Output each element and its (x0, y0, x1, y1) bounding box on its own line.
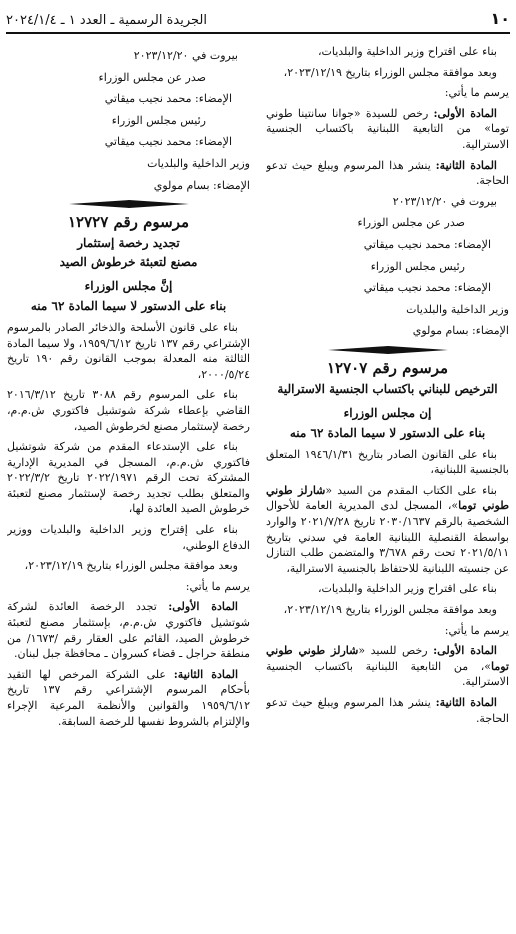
issue-date: بيروت في ٢٠٢٣/١٢/٢٠ (392, 194, 497, 208)
paragraph: بناء على قانون الأسلحة والذخائر الصادر بالمرسوم الإشتراعي رقم ١٣٧ تاريخ ١٩٥٩/٦/١٢، ولا سيما المادة الثالثة منه المعدلة بموجب القانون رقم ١٩٠ تاريخ ٢٠٠٠/٥/٢٤، (7, 320, 250, 381)
section-divider (328, 345, 448, 355)
paragraph: وبعد موافقة مجلس الوزراء بتاريخ ٢٠٢٣/١٢/١٩، (283, 603, 497, 617)
paragraph: بناء على إقتراح وزير الداخلية والبلديات ووزير الدفاع الوطني، (7, 523, 250, 552)
article-1 (266, 643, 509, 690)
constitution-heading: بناء على الدستور لا سيما المادة ٦٢ منه (30, 299, 227, 314)
text-span: رخص للسيد « (358, 644, 434, 658)
right-column (266, 44, 509, 926)
page-number: ١٠ (490, 9, 510, 28)
page-header (6, 4, 510, 28)
paragraph: بناء على الإستدعاء المقدم من شركة شوتشيل فاكتوري ش.م.م، المسجل في المديرية الإدارية المشتركة تحت الرقم ٢٠٢٢/١٩٧١ تاريخ ٢٠٢٢/٣/٢ والمتعلق بطلب تجديد رخصة لإستثمار مصنع لتعبئة خرطوش الصيد العائدة لها، (7, 440, 250, 516)
decree-title: الترخيص للبناني باكتساب الجنسية الاسترالية (277, 381, 498, 396)
text-span: »، المسجل لدى المديرية العامة للأحوال الشخصية بالرقم ٢٠٣٠/١٦٣٧ تاريخ ٢٠٢١/٧/٢٨ والوارد بواسطة القنصلية اللبنانية العامة في سدني بتاريخ ٢٠٢١/٥/١١ تحت رقم ٣/٦٧٨ والمتضمن طلب التنازل عن جنسيته اللبنانية للاحتفاظ بالجنسية الاسترالية، (266, 499, 509, 575)
signature: الإمضاء: محمد نجيب ميقاتي (363, 281, 491, 295)
person-name: شارلز طوني طوني توما (266, 483, 509, 513)
role-title: رئيس مجلس الوزراء (111, 113, 206, 127)
article-label: المادة الثانية: (173, 667, 238, 681)
decree-number: مرسوم رقم ١٢٧٢٧ (67, 213, 190, 232)
paragraph: وبعد موافقة مجلس الوزراء بتاريخ ٢٠٢٣/١٢/١٩، (283, 65, 497, 79)
signature: الإمضاء: محمد نجيب ميقاتي (104, 135, 232, 149)
paragraph (266, 483, 509, 577)
header-rule (6, 32, 510, 34)
signature: الإمضاء: محمد نجيب ميقاتي (104, 92, 232, 106)
paragraph: بناء على اقتراح وزير الداخلية والبلديات، (317, 45, 497, 58)
role-title: وزير الداخلية والبلديات (406, 302, 509, 316)
left-column (7, 44, 250, 926)
article-text: ينشر هذا المرسوم ويبلغ حيث تدعو الحاجة. (266, 158, 509, 188)
article-text: تجدد الرخصة العائدة لشركة شوتشيل فاكتوري ش.م.م، بإستثمار مصنع لتعبئة خرطوش الصيد، القائم على العقار رقم /١٦٧٣/ من منطقة حراجل ـ قضاء كسروان ـ محافظة جبل لبنان. (7, 600, 250, 661)
gazette-title: الجريدة الرسمية ـ العدد ١ ـ ٢٠٢٤/١/٤ (6, 13, 207, 28)
article-text: على الشركة المرخص لها التقيد بأحكام المرسوم الإشتراعي رقم ١٣٧ تاريخ ١٩٥٩/٦/١٢ والقوانين والأنظمة المرعية الإجراء والإلتزام بالشروط نفسها للرخصة السابقة. (7, 667, 250, 728)
paragraph: يرسم ما يأتي: (444, 623, 509, 637)
signature: الإمضاء: محمد نجيب ميقاتي (363, 237, 491, 251)
decree-title: مصنع لتعبئة خرطوش الصيد (59, 254, 198, 269)
article-1 (266, 106, 509, 153)
paragraph: يرسم ما يأتي: (185, 579, 250, 593)
text-span: بناء على الكتاب المقدم من السيد « (325, 483, 497, 497)
paragraph: يرسم ما يأتي: (444, 86, 509, 100)
council-heading: إن مجلس الوزراء (343, 405, 432, 420)
article-label: المادة الأولى: (168, 600, 238, 614)
paragraph: بناء على القانون الصادر بتاريخ ١٩٤٦/١/٣١ المتعلق بالجنسية اللبنانية، (266, 447, 509, 477)
paragraph: وبعد موافقة مجلس الوزراء بتاريخ ٢٠٢٣/١٢/١٩، (24, 559, 238, 573)
section-divider (69, 199, 189, 209)
constitution-heading: بناء على الدستور لا سيما المادة ٦٢ منه (289, 426, 486, 441)
article-label: المادة الثانية: (435, 158, 497, 172)
signature: الإمضاء: بسام مولوي (412, 324, 509, 338)
article-2 (266, 695, 509, 726)
decree-title: تجديد رخصة إستثمار (77, 235, 180, 250)
article-1 (7, 599, 250, 661)
signature: الإمضاء: بسام مولوي (153, 178, 250, 192)
issued-by: صدر عن مجلس الوزراء (357, 216, 465, 230)
article-text: ينشر هذا المرسوم ويبلغ حيث تدعو الحاجة. (266, 696, 509, 725)
person-name: شارلز طوني طوني توما (266, 644, 509, 673)
paragraph: بناء على اقتراح وزير الداخلية والبلديات، (317, 582, 497, 596)
article-label: المادة الأولى: (433, 644, 497, 658)
article-label: المادة الأولى: (433, 106, 497, 120)
issue-date: بيروت في ٢٠٢٣/١٢/٢٠ (133, 49, 238, 62)
article-2 (7, 667, 250, 729)
council-heading: إنَّ مجلس الوزراء (84, 278, 173, 293)
role-title: رئيس مجلس الوزراء (370, 259, 465, 273)
article-2 (266, 158, 509, 189)
article-label: المادة الثانية: (435, 696, 497, 709)
role-title: وزير الداخلية والبلديات (147, 156, 250, 170)
text-span: »، من التابعية اللبنانية باكتساب الجنسية الاسترالية. (266, 659, 509, 689)
decree-number: مرسوم رقم ١٢٧٠٧ (326, 358, 449, 377)
article-text: رخص للسيدة «جوانا سانتينا طوني توما» من التابعية اللبنانية باكتساب الجنسية الاسترالية. (266, 106, 509, 151)
paragraph: بناء على المرسوم رقم ٣٠٨٨ تاريخ ٢٠١٦/٣/١٢ القاضي بإعطاء شركة شوتشيل فاكتوري ش.م.م، رخصة لإستثمار مصنع لخرطوش الصيد، (7, 388, 250, 433)
issued-by: صدر عن مجلس الوزراء (98, 70, 206, 84)
